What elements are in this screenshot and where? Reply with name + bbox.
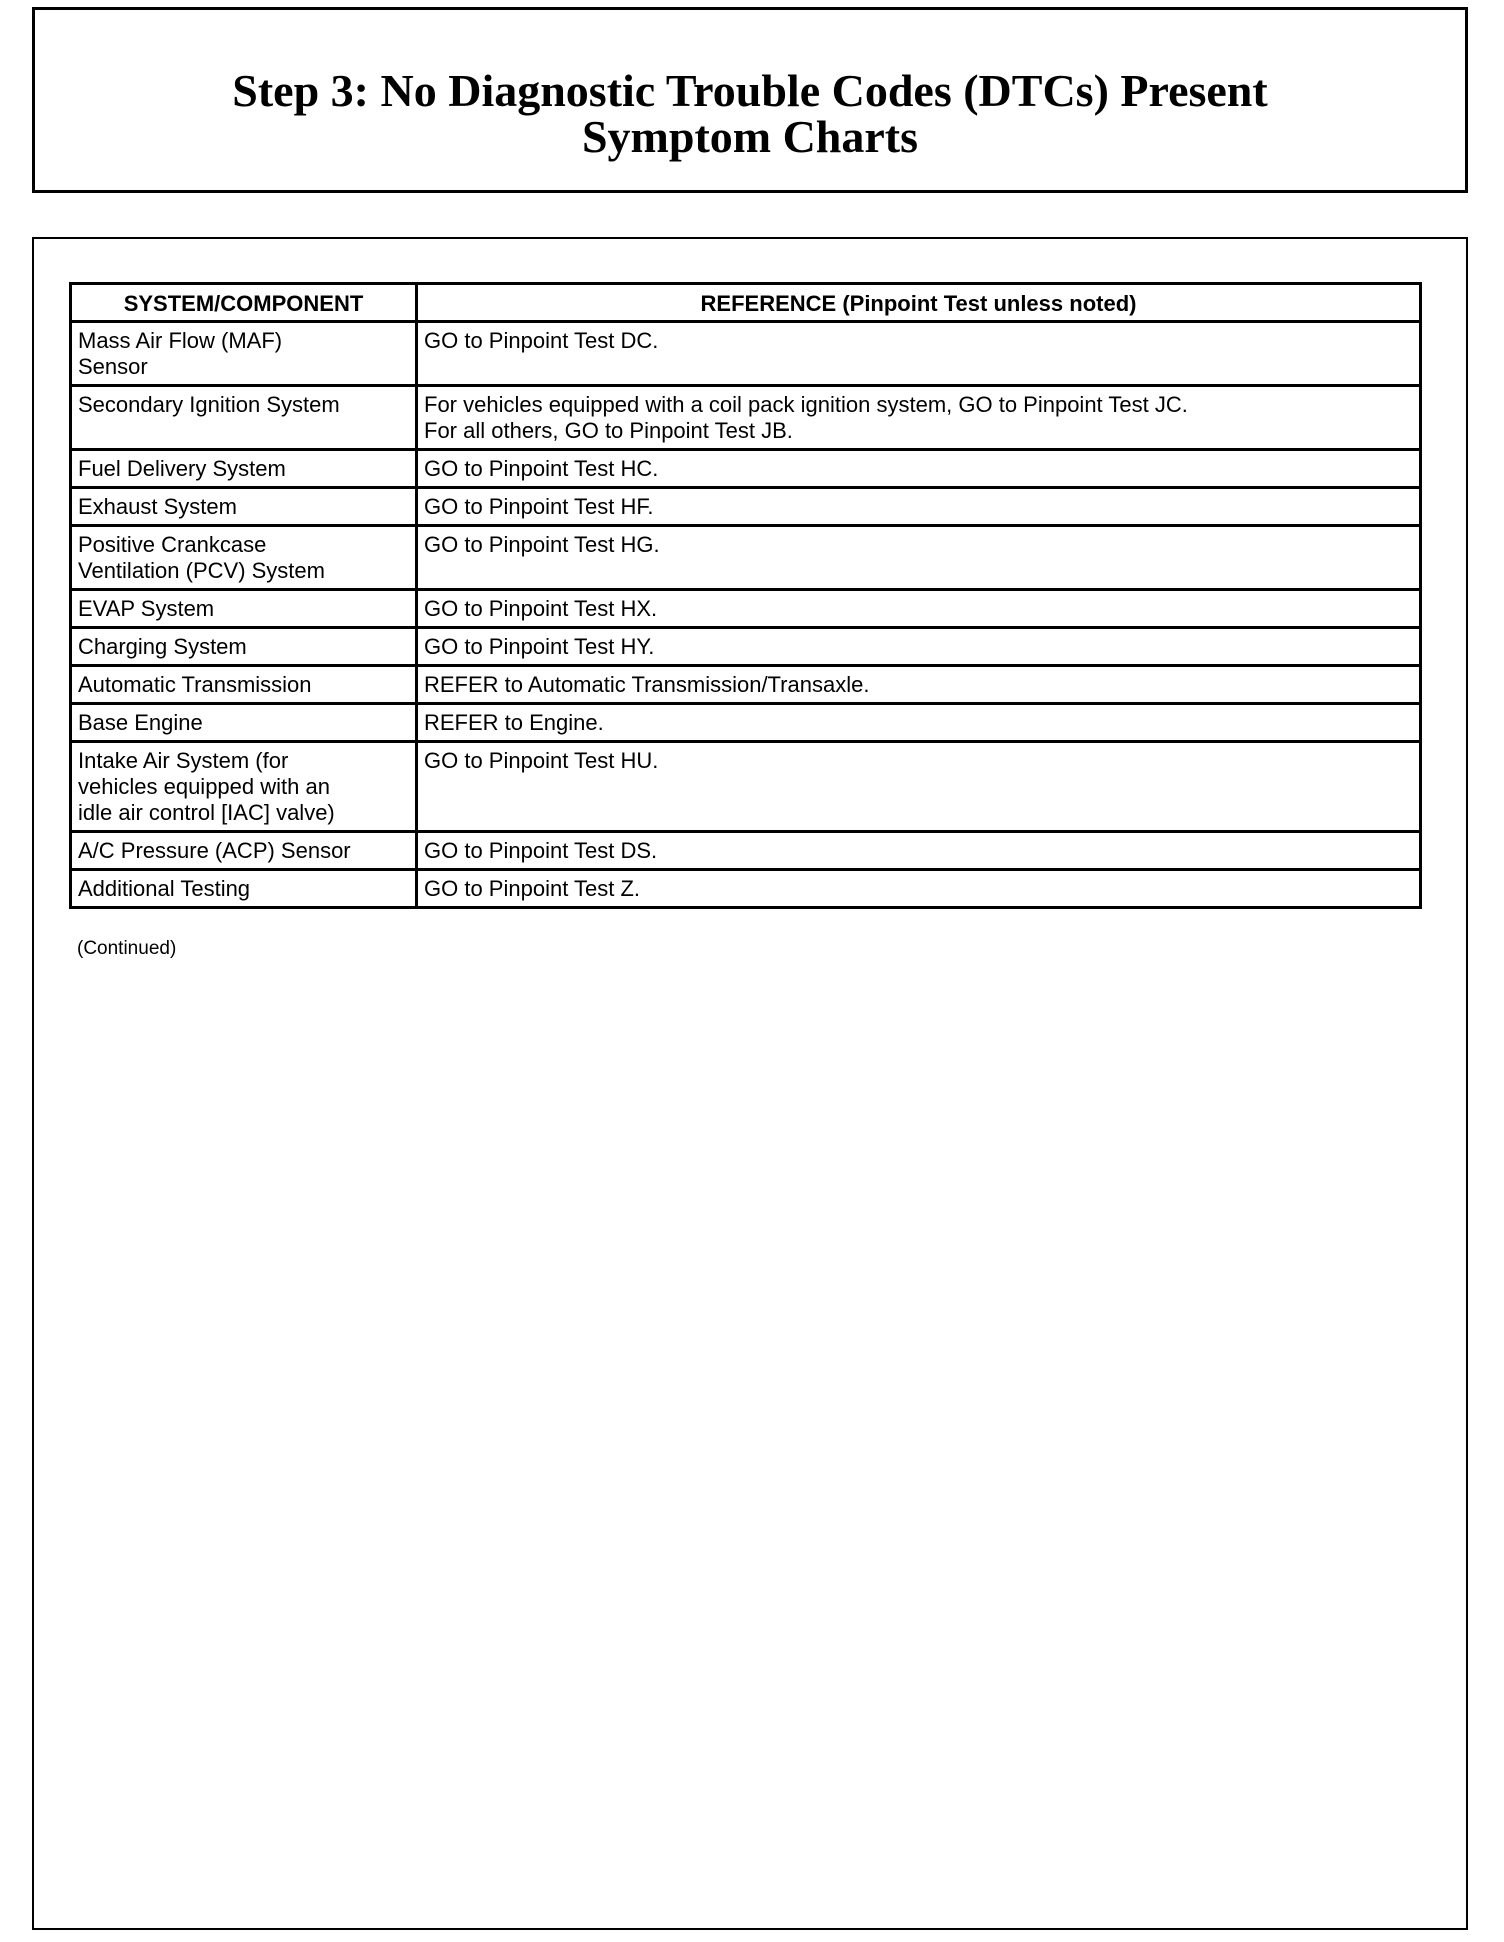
component-cell xyxy=(71,832,417,870)
continued-note: (Continued) xyxy=(77,938,177,959)
table-row xyxy=(71,590,1421,628)
component-cell xyxy=(71,590,417,628)
reference-cell xyxy=(417,832,1421,870)
component-text: Fuel Delivery System xyxy=(78,456,286,481)
component-cell xyxy=(71,450,417,488)
reference-text: REFER to Automatic Transmission/Transaxle. xyxy=(424,672,870,697)
table-row xyxy=(71,832,1421,870)
reference-cell xyxy=(417,526,1421,590)
component-cell xyxy=(71,526,417,590)
component-cell xyxy=(71,322,417,386)
page-title: Step 3: No Diagnostic Trouble Codes (DTCs) Present xyxy=(232,65,1268,116)
component-text: Secondary Ignition System xyxy=(78,392,340,417)
reference-cell xyxy=(417,450,1421,488)
reference-text: GO to Pinpoint Test HC. xyxy=(424,456,659,481)
component-cell xyxy=(71,488,417,526)
column-header-reference: REFERENCE (Pinpoint Test unless noted) xyxy=(417,284,1421,322)
component-text: Base Engine xyxy=(78,710,203,735)
component-text: Automatic Transmission xyxy=(78,672,312,697)
component-text: Exhaust System xyxy=(78,494,237,519)
reference-cell xyxy=(417,870,1421,908)
reference-cell xyxy=(417,628,1421,666)
component-text: Mass Air Flow (MAF) Sensor xyxy=(78,328,283,379)
component-cell xyxy=(71,742,417,832)
table-header-row xyxy=(71,284,1421,322)
page-subtitle: Symptom Charts xyxy=(581,111,919,162)
component-text: Positive Crankcase Ventilation (PCV) System xyxy=(78,532,325,583)
table-row xyxy=(71,450,1421,488)
title-box xyxy=(32,7,1468,193)
component-text: A/C Pressure (ACP) Sensor xyxy=(78,838,351,863)
component-text: Charging System xyxy=(78,634,247,659)
column-header-system-component: SYSTEM/COMPONENT xyxy=(71,284,417,322)
table-row xyxy=(71,742,1421,832)
reference-text: REFER to Engine. xyxy=(424,710,604,735)
component-cell xyxy=(71,870,417,908)
reference-text: GO to Pinpoint Test DC. xyxy=(424,328,659,353)
reference-text: GO to Pinpoint Test DS. xyxy=(424,838,658,863)
reference-cell xyxy=(417,590,1421,628)
reference-text: GO to Pinpoint Test HX. xyxy=(424,596,658,621)
reference-text: GO to Pinpoint Test HG. xyxy=(424,532,660,557)
reference-cell xyxy=(417,488,1421,526)
reference-text: GO to Pinpoint Test Z. xyxy=(424,876,641,901)
reference-cell xyxy=(417,666,1421,704)
component-text: EVAP System xyxy=(78,596,215,621)
component-text: Intake Air System (for vehicles equipped with an idle air control [IAC] valve) xyxy=(78,748,335,825)
component-cell xyxy=(71,386,417,450)
table-row xyxy=(71,666,1421,704)
symptom-chart-table xyxy=(69,282,1422,909)
table-row xyxy=(71,322,1421,386)
reference-text: For vehicles equipped with a coil pack ignition system, GO to Pinpoint Test JC. For all others, GO to Pinpoint Test JB. xyxy=(424,392,1188,443)
table-row xyxy=(71,386,1421,450)
content-box xyxy=(32,237,1468,1930)
reference-cell xyxy=(417,704,1421,742)
table-row xyxy=(71,628,1421,666)
reference-text: GO to Pinpoint Test HU. xyxy=(424,748,659,773)
reference-cell xyxy=(417,742,1421,832)
reference-cell xyxy=(417,386,1421,450)
component-cell xyxy=(71,666,417,704)
table-row xyxy=(71,704,1421,742)
component-cell xyxy=(71,628,417,666)
component-text: Additional Testing xyxy=(78,876,251,901)
table-row xyxy=(71,526,1421,590)
table-row xyxy=(71,870,1421,908)
reference-text: GO to Pinpoint Test HF. xyxy=(424,494,654,519)
reference-text: GO to Pinpoint Test HY. xyxy=(424,634,655,659)
reference-cell xyxy=(417,322,1421,386)
table-row xyxy=(71,488,1421,526)
component-cell xyxy=(71,704,417,742)
